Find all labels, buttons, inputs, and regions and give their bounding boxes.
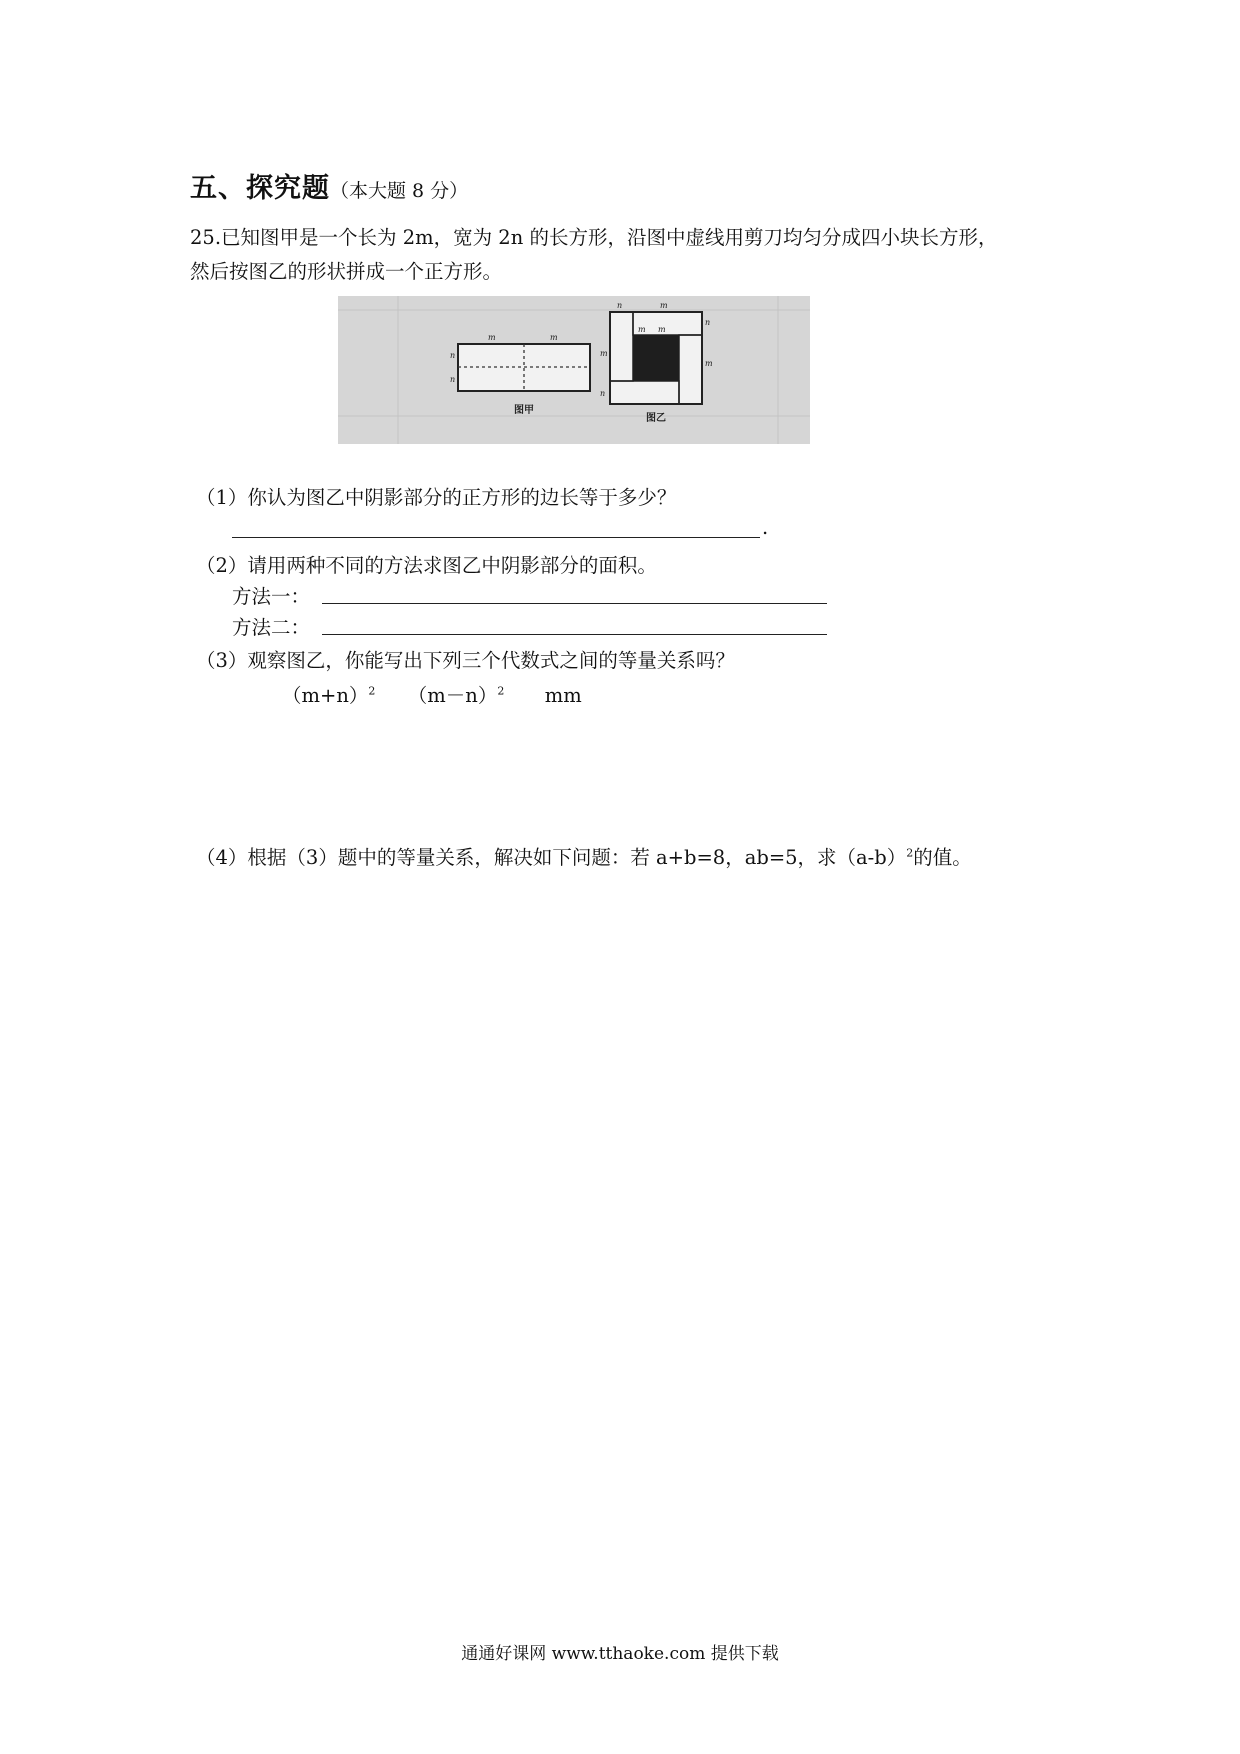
- expression-2-exponent: 2: [497, 684, 505, 698]
- problem-stem-line-1: 25.已知图甲是一个长为 2m，宽为 2n 的长方形，沿图中虚线用剪刀均匀分成四小块长方形，: [190, 226, 998, 249]
- section-score-note: （本大题 8 分）: [330, 180, 469, 202]
- question-2-text: （2）请用两种不同的方法求图乙中阴影部分的面积。: [196, 554, 657, 577]
- yi-label-m-inner-2: m: [658, 325, 666, 334]
- yi-label-n-right: n: [705, 318, 711, 327]
- question-1-answer-line[interactable]: [232, 537, 760, 538]
- section-title-text: 五、探究题: [190, 173, 330, 204]
- jia-label-n-bottom: n: [450, 375, 456, 384]
- yi-label-m-inner-1: m: [638, 325, 646, 334]
- yi-label-n-top: n: [617, 301, 623, 310]
- question-1-text: （1）你认为图乙中阴影部分的正方形的边长等于多少？: [196, 486, 677, 509]
- figure-svg: [338, 296, 810, 444]
- problem-figure: [338, 296, 810, 444]
- method-1-answer-line[interactable]: [322, 603, 827, 604]
- yi-label-m-left: m: [600, 349, 608, 358]
- yi-label-m-top: m: [660, 301, 668, 310]
- question-1-period: .: [762, 516, 769, 539]
- jia-label-m-left: m: [488, 333, 496, 342]
- expression-m-plus-n: （m+n）: [282, 684, 369, 707]
- expression-1-exponent: 2: [368, 684, 376, 698]
- jia-caption: 图甲: [514, 405, 534, 416]
- jia-label-n-top: n: [450, 351, 456, 360]
- expression-m-minus-n: （m－n）: [407, 684, 498, 707]
- method-2-answer-line[interactable]: [322, 634, 827, 635]
- jia-label-m-right: m: [550, 333, 558, 342]
- question-4-prefix: （4）根据（3）题中的等量关系，解决如下问题：若 a+b=8，ab=5，求（a-b）: [196, 846, 907, 869]
- figure-yi: [600, 301, 713, 424]
- method-2-label: 方法二：: [232, 616, 311, 639]
- question-4-suffix: 的值。: [913, 846, 972, 869]
- yi-label-n-left: n: [600, 389, 606, 398]
- yi-caption: 图乙: [646, 413, 666, 424]
- problem-stem-line-2: 然后按图乙的形状拼成一个正方形。: [190, 260, 503, 283]
- yi-shaded-square: [633, 335, 679, 381]
- page-footer: 通通好课网 www.tthaoke.com 提供下载: [461, 1644, 779, 1664]
- method-1-label: 方法一：: [232, 585, 311, 608]
- question-4-exponent: 2: [906, 846, 914, 860]
- question-3-expressions: [282, 680, 582, 708]
- expression-mm: mm: [544, 684, 582, 707]
- question-4-text: [196, 842, 972, 870]
- question-3-text: （3）观察图乙，你能写出下列三个代数式之间的等量关系吗？: [196, 649, 735, 672]
- figure-jia: [450, 333, 590, 416]
- section-title: [190, 166, 468, 205]
- yi-label-m-right: m: [705, 359, 713, 368]
